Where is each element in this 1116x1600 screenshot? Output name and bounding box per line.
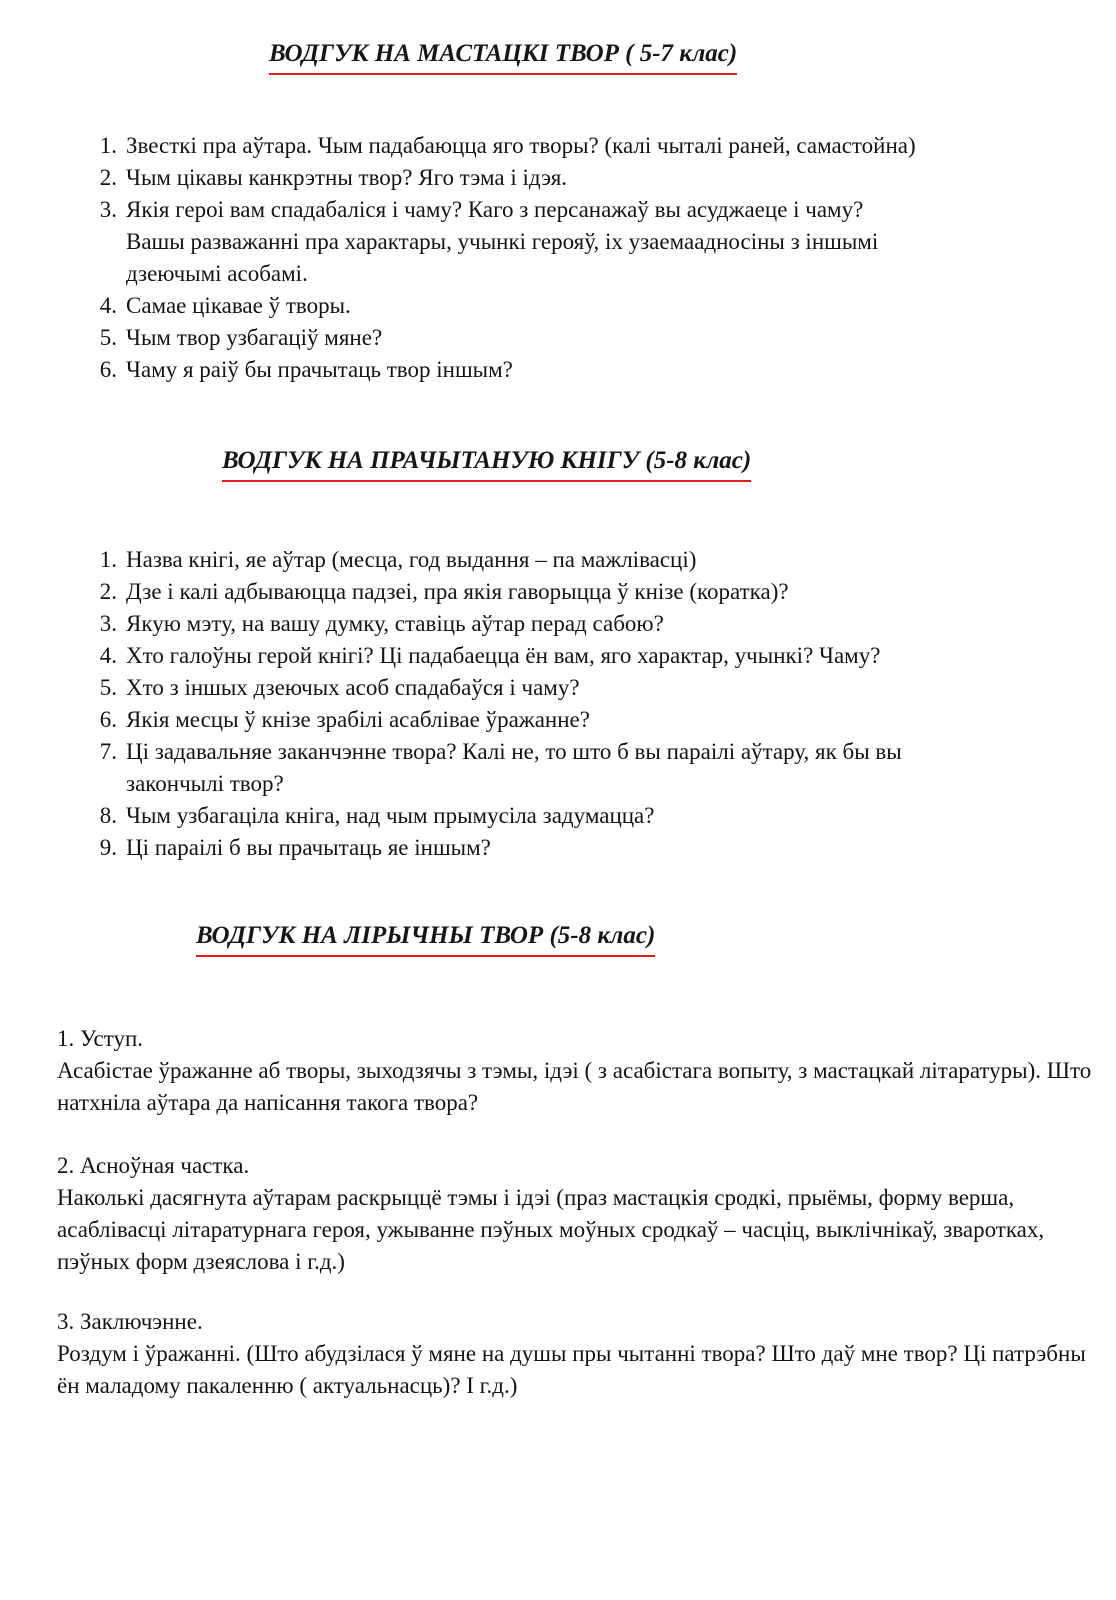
item-number: 9. <box>99 835 117 860</box>
item-text: Дзе і калі адбываюцца падзеі, пра якія гаворыцца ў кнізе (коратка)? <box>126 579 789 604</box>
item-number: 6. <box>99 707 117 732</box>
list-item <box>87 736 902 800</box>
item-text: Хто з іншых дзеючых асоб спадабаўся і чаму? <box>126 675 580 700</box>
section-2-title: ВОДГУК НА ПРАЧЫТАНУЮ КНІГУ (5-8 клас) <box>222 445 751 482</box>
item-text: Чым твор узбагаціў мяне? <box>126 325 383 350</box>
item-number: 1. <box>99 133 117 158</box>
plan-part-text: Роздум і ўражанні. (Што абудзілася ў мяне на душы пры чытанні твора? Што даў мне твор? Ці патрэбны ён маладому пакаленню ( актуальнасць)? І г.д.) <box>57 1341 1086 1398</box>
item-text: Якую мэту, на вашу думку, ставіць аўтар перад сабою? <box>126 611 664 636</box>
list-item <box>87 640 902 672</box>
item-number: 3. <box>99 611 117 636</box>
section-1-title: ВОДГУК НА МАСТАЦКІ ТВОР ( 5-7 клас) <box>269 38 737 75</box>
list-item <box>87 832 902 864</box>
item-text: Якія месцы ў кнізе зрабілі асаблівае ўражанне? <box>126 707 590 732</box>
item-text: Хто галоўны герой кнігі? Ці падабаецца ён вам, яго характар, учынкі? Чаму? <box>126 643 881 668</box>
plan-part-heading: 1. Уступ. <box>57 1026 144 1051</box>
item-text-continued: закончылі твор? <box>126 771 284 796</box>
item-text-continued: дзеючымі асобамі. <box>126 261 308 286</box>
list-item <box>87 544 902 576</box>
item-text: Чым цікавы канкрэтны твор? Яго тэма і ідэя. <box>126 165 568 190</box>
item-number: 7. <box>99 739 117 764</box>
item-text: Назва кнігі, яе аўтар (месца, год выдання – па мажлівасці) <box>126 547 697 572</box>
item-number: 2. <box>99 579 117 604</box>
section-2-list <box>87 544 902 864</box>
list-item <box>87 704 902 736</box>
item-number: 4. <box>99 643 117 668</box>
plan-part-text: Асабістае ўражанне аб творы, зыходзячы з тэмы, ідэі ( з асабістага вопыту, з мастацкай літаратуры). Што натхніла аўтара да напісання такога твора? <box>57 1058 1092 1115</box>
item-text-continued: Вашы разважанні пра характары, учынкі герояў, іх узаемаадносіны з іншымі <box>126 229 879 254</box>
item-number: 8. <box>99 803 117 828</box>
plan-part-heading: 3. Заключэнне. <box>57 1309 203 1334</box>
item-number: 5. <box>99 325 117 350</box>
item-text: Самае цікавае ў творы. <box>126 293 351 318</box>
item-number: 1. <box>99 547 117 572</box>
item-number: 3. <box>99 197 117 222</box>
list-item <box>87 194 916 290</box>
plan-part-conclusion <box>57 1306 1097 1402</box>
item-text: Чаму я раіў бы прачытаць твор іншым? <box>126 357 513 382</box>
item-text: Ці задавальняе заканчэнне твора? Калі не, то што б вы параілі аўтару, як бы вы <box>126 739 902 764</box>
plan-part-main <box>57 1150 1097 1278</box>
list-item <box>87 800 902 832</box>
list-item <box>87 354 916 386</box>
plan-part-heading: 2. Асноўная частка. <box>57 1153 250 1178</box>
item-number: 6. <box>99 357 117 382</box>
item-number: 2. <box>99 165 117 190</box>
plan-part-text: Наколькі дасягнута аўтарам раскрыццё тэмы і ідэі (праз мастацкія сродкі, прыёмы, форму верша, асаблівасці літаратурнага героя, ужыванне пэўных моўных сродкаў – часціц, выклічнікаў, зваротках, пэўных форм дзеяслова і г.д.) <box>57 1185 1045 1274</box>
section-1-list <box>87 130 916 386</box>
plan-part-intro <box>57 1023 1097 1119</box>
item-text: Якія героі вам спадабаліся і чаму? Каго з персанажаў вы асуджаеце і чаму? <box>126 197 864 222</box>
section-3-title: ВОДГУК НА ЛІРЫЧНЫ ТВОР (5-8 клас) <box>196 920 655 957</box>
list-item <box>87 322 916 354</box>
item-number: 5. <box>99 675 117 700</box>
item-text: Ці параілі б вы прачытаць яе іншым? <box>126 835 491 860</box>
item-number: 4. <box>99 293 117 318</box>
list-item <box>87 608 902 640</box>
item-text: Звесткі пра аўтара. Чым падабаюцца яго творы? (калі чыталі раней, самастойна) <box>126 133 916 158</box>
list-item <box>87 576 902 608</box>
list-item <box>87 130 916 162</box>
item-text: Чым узбагаціла кніга, над чым прымусіла задумацца? <box>126 803 655 828</box>
list-item <box>87 162 916 194</box>
list-item <box>87 672 902 704</box>
list-item <box>87 290 916 322</box>
